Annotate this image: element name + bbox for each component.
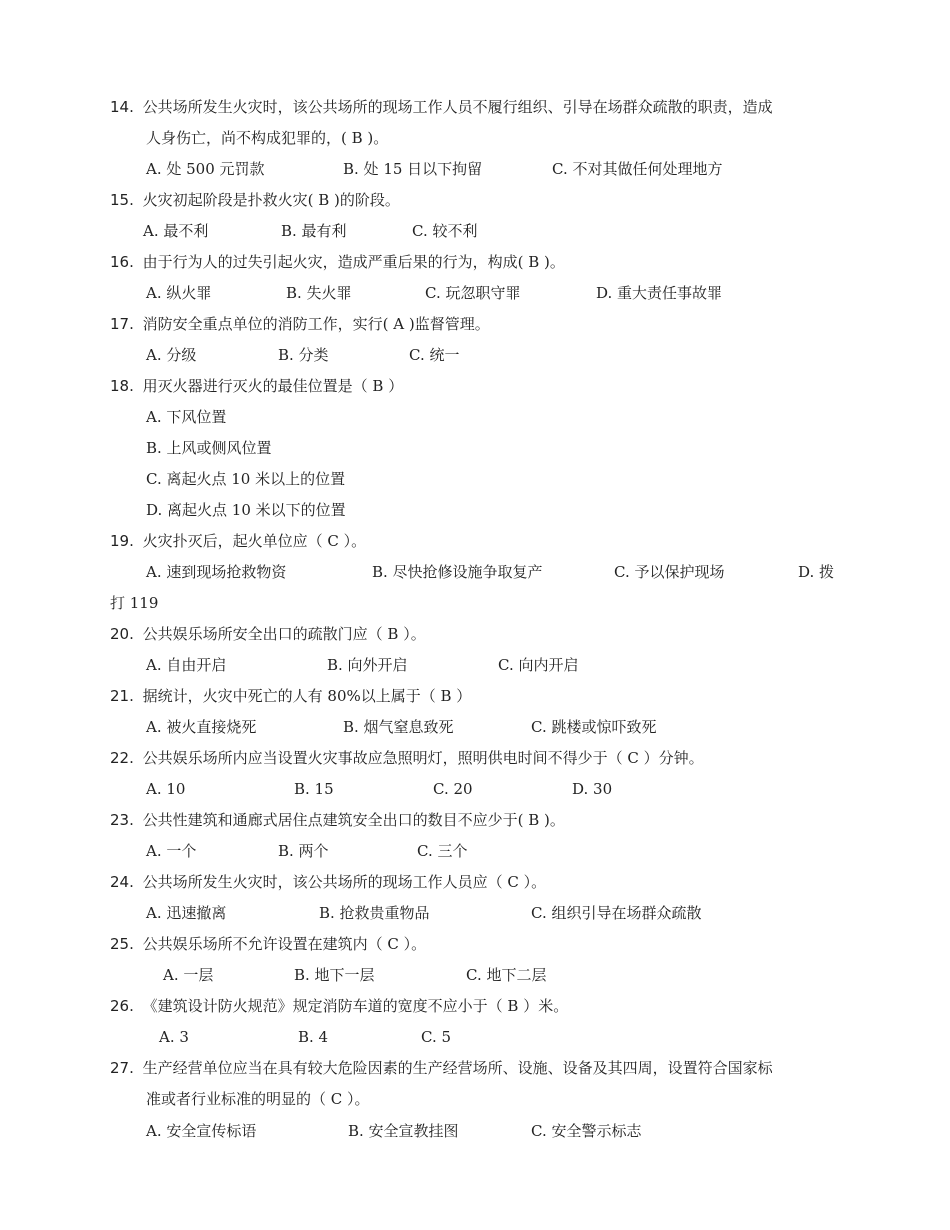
option-a: A. 安全宣传标语: [146, 1122, 257, 1140]
question-text: 用灭火器进行灭火的最佳位置是（ B ）: [142, 377, 404, 395]
option-c: C. 组织引导在场群众疏散: [531, 904, 702, 922]
option-a: A. 下风位置: [146, 408, 227, 426]
question-text: 火灾扑灭后，起火单位应（ C ）。: [142, 532, 367, 550]
option-c: C. 予以保护现场: [614, 563, 725, 581]
option-d: D. 重大责任事故罪: [596, 284, 723, 302]
question-number: 14.: [110, 98, 134, 116]
question-text: 生产经营单位应当在具有较大危险因素的生产经营场所、设施、设备及其四周，设置符合国家标: [142, 1059, 773, 1077]
option-a: A. 最不利: [143, 222, 209, 240]
option-b: B. 烟气窒息致死: [343, 718, 454, 736]
option-b: B. 两个: [278, 842, 329, 860]
question-text: 火灾初起阶段是扑救火灾( B )的阶段。: [142, 191, 400, 209]
question-16: [110, 252, 565, 272]
question-22: [110, 748, 704, 768]
option-a: A. 3: [159, 1028, 189, 1046]
option-c: C. 向内开启: [498, 656, 579, 674]
option-c: C. 20: [433, 780, 473, 798]
question-text: 由于行为人的过失引起火灾，造成严重后果的行为，构成( B )。: [142, 253, 565, 271]
option-b: B. 尽快抢修设施争取复产: [372, 563, 543, 581]
option-a: A. 被火直接烧死: [146, 718, 257, 736]
question-text: 消防安全重点单位的消防工作，实行( A )监督管理。: [142, 315, 490, 333]
option-b: B. 15: [294, 780, 334, 798]
option-c: C. 三个: [417, 842, 468, 860]
question-24: [110, 872, 546, 892]
option-a: A. 一个: [146, 842, 197, 860]
question-number: 23.: [110, 811, 134, 829]
question-text: 公共娱乐场所内应当设置火灾事故应急照明灯，照明供电时间不得少于（ C ）分钟。: [142, 749, 704, 767]
option-c: C. 较不利: [412, 222, 478, 240]
option-a: A. 一层: [163, 966, 214, 984]
question-number: 24.: [110, 873, 134, 891]
question-number: 18.: [110, 377, 134, 395]
option-b: B. 安全宣教挂图: [348, 1122, 459, 1140]
option-b: B. 向外开启: [327, 656, 408, 674]
option-d: D. 拨: [798, 563, 835, 581]
question-text: 公共场所发生火灾时，该公共场所的现场工作人员应（ C ）。: [142, 873, 547, 891]
option-b: B. 分类: [278, 346, 329, 364]
option-d: D. 30: [572, 780, 613, 798]
option-c: C. 安全警示标志: [531, 1122, 642, 1140]
question-number: 15.: [110, 191, 134, 209]
question-25: [110, 934, 426, 954]
option-b: B. 抢救贵重物品: [319, 904, 430, 922]
question-text: 公共娱乐场所安全出口的疏散门应（ B ）。: [142, 625, 426, 643]
question-text: 公共场所发生火灾时，该公共场所的现场工作人员不履行组织、引导在场群众疏散的职责，造成: [142, 98, 773, 116]
question-text: 公共娱乐场所不允许设置在建筑内（ C ）。: [142, 935, 427, 953]
question-18: [110, 376, 403, 396]
question-14: [110, 97, 773, 117]
question-number: 22.: [110, 749, 134, 767]
option-c: C. 跳楼或惊吓致死: [531, 718, 657, 736]
question-number: 21.: [110, 687, 134, 705]
option-d: D. 离起火点 10 米以下的位置: [146, 501, 346, 519]
question-20: [110, 624, 426, 644]
option-c: C. 地下二层: [466, 966, 547, 984]
question-number: 19.: [110, 532, 134, 550]
question-text: 公共性建筑和通廊式居住点建筑安全出口的数目不应少于( B )。: [142, 811, 565, 829]
option-c: C. 玩忽职守罪: [425, 284, 521, 302]
option-a: A. 分级: [146, 346, 197, 364]
option-c: C. 统一: [409, 346, 460, 364]
option-b: B. 地下一层: [294, 966, 375, 984]
option-b: B. 上风或侧风位置: [146, 439, 272, 457]
question-text: 《建筑设计防火规范》规定消防车道的宽度不应小于（ B ）米。: [142, 997, 569, 1015]
question-15: [110, 190, 400, 210]
option-c: C. 离起火点 10 米以上的位置: [146, 470, 346, 488]
question-text: 据统计，火灾中死亡的人有 80%以上属于（ B ）: [142, 687, 472, 705]
question-17: [110, 314, 490, 334]
option-b: B. 最有利: [281, 222, 347, 240]
question-19: [110, 531, 366, 551]
option-d-cont: 打 119: [110, 594, 159, 612]
option-b: B. 处 15 日以下拘留: [343, 160, 483, 178]
question-text-cont: 准或者行业标准的明显的（ C ）。: [146, 1090, 370, 1108]
question-number: 27.: [110, 1059, 134, 1077]
option-c: C. 5: [421, 1028, 452, 1046]
option-b: B. 4: [298, 1028, 329, 1046]
question-21: [110, 686, 471, 706]
option-a: A. 速到现场抢救物资: [146, 563, 287, 581]
question-26: [110, 996, 568, 1016]
question-number: 20.: [110, 625, 134, 643]
question-23: [110, 810, 565, 830]
question-number: 26.: [110, 997, 134, 1015]
question-27: [110, 1058, 773, 1078]
option-a: A. 10: [146, 780, 186, 798]
option-a: A. 纵火罪: [146, 284, 212, 302]
question-text-cont: 人身伤亡，尚不构成犯罪的，( B )。: [146, 129, 389, 147]
question-number: 16.: [110, 253, 134, 271]
option-a: A. 自由开启: [146, 656, 227, 674]
option-a: A. 处 500 元罚款: [146, 160, 265, 178]
question-number: 17.: [110, 315, 134, 333]
option-b: B. 失火罪: [286, 284, 352, 302]
option-c: C. 不对其做任何处理地方: [552, 160, 723, 178]
option-a: A. 迅速撤离: [146, 904, 227, 922]
question-number: 25.: [110, 935, 134, 953]
